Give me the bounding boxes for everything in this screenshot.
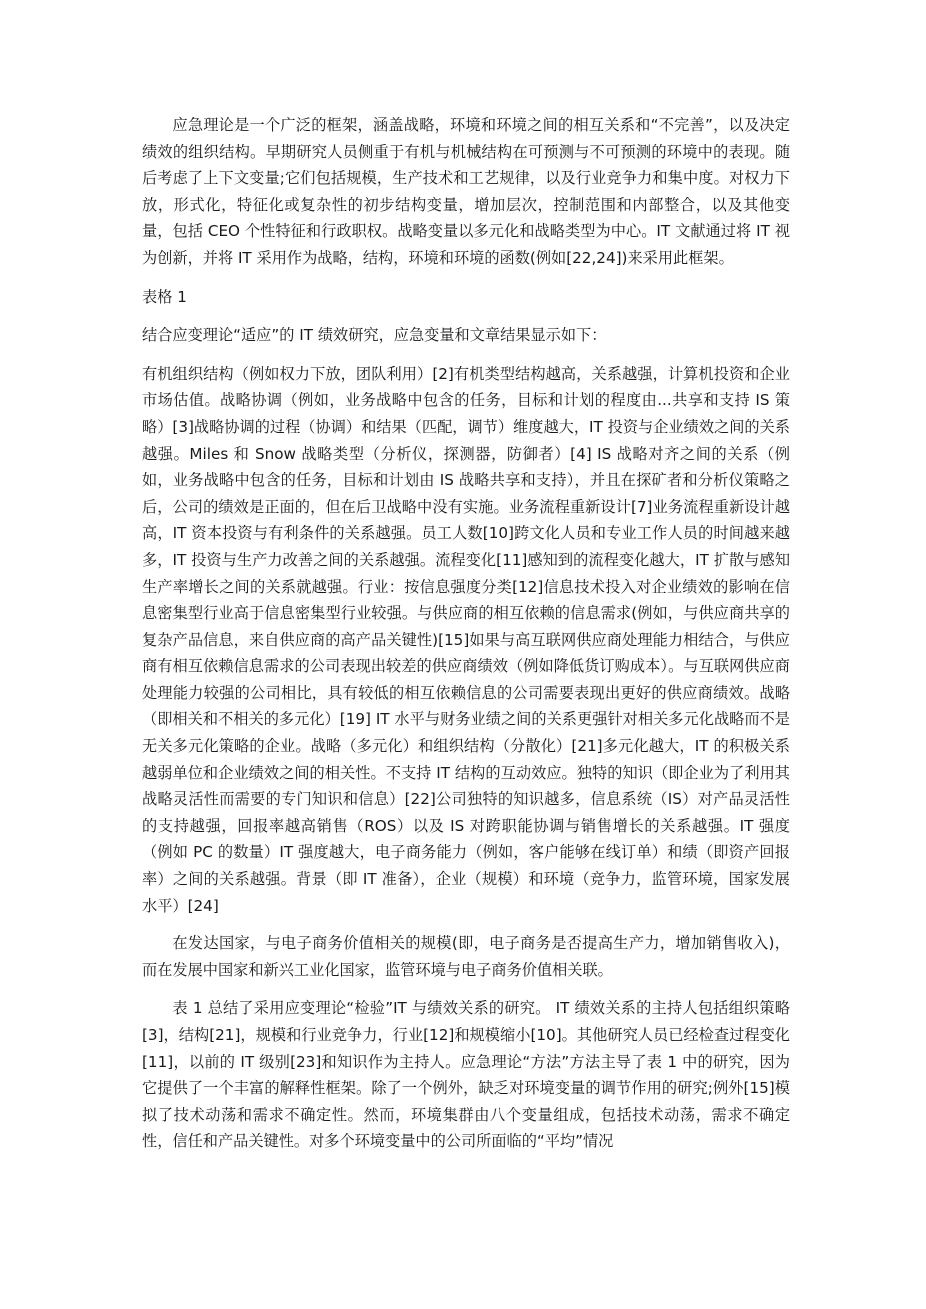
table-body-text: 有机组织结构（例如权力下放，团队利用）[2]有机类型结构越高，关系越强，计算机投资和企业市场估值。战略协调（例如，业务战略中包含的任务，目标和计划的程度由...共享和支持 IS 策略）[3]战略协调的过程（协调）和结果（匹配，调节）维度越大，IT 投资与企业绩效之间的关系越强。Miles 和 Snow 战略类型（分析仪，探测器，防御者）[4] IS 战略对齐之间的关系（例如，业务战略中包含的任务，目标和计划由 IS 战略共享和支持），并且在探矿者和分析仪策略之后，公司的绩效是正面的，但在后卫战略中没有实施。业务流程重新设计[7]业务流程重新设计越高，IT 资本投资与有利条件的关系越强。员工人数[10]跨文化人员和专业工作人员的时间越来越多，IT 投资与生产力改善之间的关系越强。流程变化[11]感知到的流程变化越大，IT 扩散与感知生产率增长之间的关系就越强。行业：按信息强度分类[12]信息技术投入对企业绩效的影响在信息密集型行业高于信息密集型行业较强。与供应商的相互依赖的信息需求(例如，与供应商共享的复杂产品信息，来自供应商的高产品关键性)[15]如果与高互联网供应商处理能力相结合，与供应商有相互依赖信息需求的公司表现出较差的供应商绩效（例如降低货订购成本）。与互联网供应商处理能力较强的公司相比，具有较低的相互依赖信息的公司需要表现出更好的供应商绩效。战略（即相关和不相关的多元化）[19] IT 水平与财务业绩之间的关系更强针对相关多元化战略而不是无关多元化策略的企业。战略（多元化）和组织结构（分散化）[21]多元化越大，IT 的积极关系越弱单位和企业绩效之间的相关性。不支持 IT 结构的互动效应。独特的知识（即企业为了利用其战略灵活性而需要的专门知识和信息）[22]公司独特的知识越多，信息系统（IS）对产品灵活性的支持越强，回报率越高销售（ROS）以及 IS 对跨职能协调与销售增长的关系越强。IT 强度（例如 PC 的数量）IT 强度越大，电子商务能力（例如，客户能够在线订单）和绩（即资产回报率）之间的关系越强。背景（即 IT 准备），企业（规模）和环境（竞争力，监管环境，国家发展水平）[24] <box>142 364 790 915</box>
table-caption: 表格 1 <box>142 287 187 306</box>
paragraph-contingency-theory: 应急理论是一个广泛的框架，涵盖战略，环境和环境之间的相互关系和“不完善”，以及决定绩效的组织结构。早期研究人员侧重于有机与机械结构在可预测与不可预测的环境中的表现。随后考虑了上下文变量;它们包括规模，生产技术和工艺规律，以及行业竞争力和集中度。对权力下放，形式化，特征化或复杂性的初步结构变量，增加层次，控制范围和内部整合，以及其他变量，包括 CEO 个性特征和行政职权。战略变量以多元化和战略类型为中心。IT 文献通过将 IT 视为创新，并将 IT 采用作为战略，结构，环境和环境的函数(例如[22,24])来采用此框架。 <box>142 116 790 267</box>
table-intro: 结合应变理论“适应”的 IT 绩效研究，应急变量和文章结果显示如下： <box>142 326 607 345</box>
paragraph-developed-countries: 在发达国家，与电子商务价值相关的规模(即，电子商务是否提高生产力，增加销售收入)，而在发展中国家和新兴工业化国家，监管环境与电子商务价值相关联。 <box>142 934 790 979</box>
paragraph-table-summary: 表 1 总结了采用应变理论“检验”IT 与绩效关系的研究。 IT 绩效关系的主持人包括组织策略[3]，结构[21]，规模和行业竞争力，行业[12]和规模缩小[10]。其他研究人员已经检查过程变化[11]，以前的 IT 级别[23]和知识作为主持人。应急理论“方法”方法主导了表 1 中的研究，因为它提供了一个丰富的解释性框架。除了一个例外，缺乏对环境变量的调节作用的研究;例外[15]模拟了技术动荡和需求不确定性。然而，环境集群由八个变量组成，包括技术动荡，需求不确定性，信任和产品关键性。对多个环境变量中的公司所面临的“平均”情况 <box>142 999 790 1151</box>
document-page <box>142 112 790 1155</box>
